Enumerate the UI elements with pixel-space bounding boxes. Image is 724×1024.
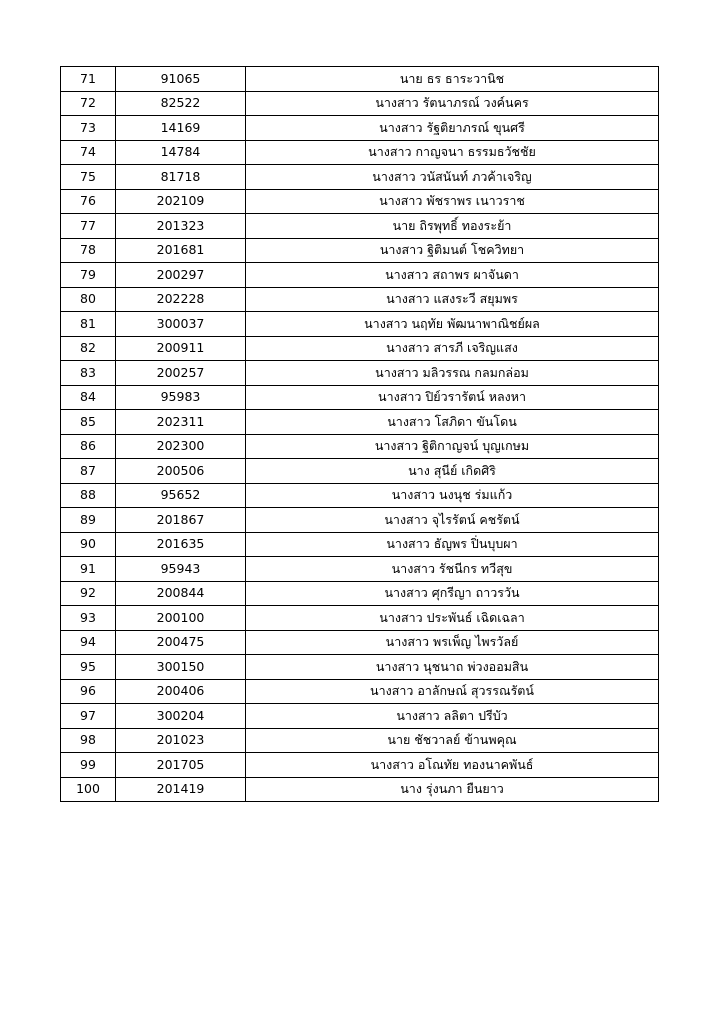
row-number: 90 [61,532,116,557]
row-id: 201635 [116,532,246,557]
row-number: 79 [61,263,116,288]
row-id: 200406 [116,679,246,704]
row-number: 100 [61,777,116,802]
row-id: 202109 [116,189,246,214]
row-name: นางสาว ฐิติกาญจน์ บุญเกษม [246,434,659,459]
row-name: นางสาว รัชนีกร ทวีสุข [246,557,659,582]
row-number: 73 [61,116,116,141]
row-number: 95 [61,655,116,680]
table-row [61,777,659,802]
table-row [61,753,659,778]
row-number: 96 [61,679,116,704]
table-row [61,679,659,704]
row-name: นางสาว ศุกรีญา ถาวรวัน [246,581,659,606]
table-row [61,336,659,361]
roster-body [61,67,659,802]
row-name: นางสาว ประพันธ์ เฉิดเฉลา [246,606,659,631]
table-row [61,263,659,288]
table-row [61,116,659,141]
table-row [61,459,659,484]
row-number: 91 [61,557,116,582]
row-number: 97 [61,704,116,729]
row-id: 200297 [116,263,246,288]
row-number: 84 [61,385,116,410]
table-row [61,483,659,508]
row-id: 95943 [116,557,246,582]
row-id: 201023 [116,728,246,753]
row-name: นางสาว อาลักษณ์ สุวรรณรัตน์ [246,679,659,704]
row-id: 200844 [116,581,246,606]
table-row [61,630,659,655]
row-number: 76 [61,189,116,214]
table-row [61,581,659,606]
row-name: นางสาว กาญจนา ธรรมธวัชชัย [246,140,659,165]
row-name: นางสาว นฤทัย พัฒนาพาณิชย์ผล [246,312,659,337]
row-name: นางสาว รัฐติยาภรณ์ ขุนศรี [246,116,659,141]
row-id: 95983 [116,385,246,410]
row-name: นางสาว ลลิตา ปรีบัว [246,704,659,729]
row-id: 300150 [116,655,246,680]
row-number: 75 [61,165,116,190]
row-id: 201419 [116,777,246,802]
row-name: นางสาว นุชนาถ พ่วงออมสิน [246,655,659,680]
table-row [61,238,659,263]
row-name: นางสาว มลิวรรณ กลมกล่อม [246,361,659,386]
row-name: นางสาว นงนุช ร่มแก้ว [246,483,659,508]
row-id: 201323 [116,214,246,239]
row-name: นางสาว พัชราพร เนาวราช [246,189,659,214]
table-row [61,655,659,680]
row-id: 200475 [116,630,246,655]
row-number: 86 [61,434,116,459]
row-name: นางสาว รัตนาภรณ์ วงค์นคร [246,91,659,116]
row-number: 78 [61,238,116,263]
row-id: 81718 [116,165,246,190]
row-name: นาย ชัชวาลย์ ข้านพคุณ [246,728,659,753]
row-name: นางสาว สารภี เจริญแสง [246,336,659,361]
row-number: 93 [61,606,116,631]
row-id: 202300 [116,434,246,459]
table-row [61,361,659,386]
row-name: นางสาว ธัญพร ปิ่นบุบผา [246,532,659,557]
row-id: 200506 [116,459,246,484]
table-row [61,287,659,312]
row-number: 88 [61,483,116,508]
row-name: นางสาว โสภิดา ขันโดน [246,410,659,435]
row-number: 85 [61,410,116,435]
roster-table [60,66,659,802]
table-row [61,704,659,729]
row-number: 72 [61,91,116,116]
row-number: 82 [61,336,116,361]
row-number: 99 [61,753,116,778]
table-row [61,140,659,165]
row-id: 82522 [116,91,246,116]
table-row [61,728,659,753]
row-number: 77 [61,214,116,239]
row-number: 83 [61,361,116,386]
row-number: 92 [61,581,116,606]
row-name: นางสาว สถาพร ผาจันดา [246,263,659,288]
row-number: 81 [61,312,116,337]
row-id: 200911 [116,336,246,361]
row-id: 201867 [116,508,246,533]
row-id: 201681 [116,238,246,263]
table-row [61,557,659,582]
row-id: 202228 [116,287,246,312]
row-id: 202311 [116,410,246,435]
row-name: นางสาว พรเพ็ญ ไพรวัลย์ [246,630,659,655]
row-number: 98 [61,728,116,753]
row-number: 89 [61,508,116,533]
table-row [61,508,659,533]
row-number: 87 [61,459,116,484]
row-name: นาย ธร ธาระวานิช [246,67,659,92]
table-row [61,385,659,410]
row-number: 74 [61,140,116,165]
row-id: 95652 [116,483,246,508]
row-id: 201705 [116,753,246,778]
row-id: 200100 [116,606,246,631]
row-number: 71 [61,67,116,92]
row-name: นาย ถิรพุทธิ์ ทองระย้า [246,214,659,239]
table-row [61,214,659,239]
table-row [61,312,659,337]
row-number: 94 [61,630,116,655]
table-row [61,434,659,459]
table-row [61,91,659,116]
row-name: นางสาว ฐิติมนต์ โชควิทยา [246,238,659,263]
row-id: 91065 [116,67,246,92]
row-name: นาง สุนีย์ เกิดศิริ [246,459,659,484]
row-name: นางสาว จุไรรัตน์ คชรัตน์ [246,508,659,533]
table-row [61,189,659,214]
table-row [61,67,659,92]
row-name: นางสาว อโณทัย ทองนาคพันธ์ [246,753,659,778]
row-number: 80 [61,287,116,312]
table-row [61,606,659,631]
row-id: 14169 [116,116,246,141]
table-row [61,532,659,557]
row-name: นางสาว วนัสนันท์ ภวค้าเจริญ [246,165,659,190]
row-id: 200257 [116,361,246,386]
row-name: นางสาว แสงระวี สยุมพร [246,287,659,312]
row-name: นางสาว ปิย์วรารัตน์ หลงหา [246,385,659,410]
table-row [61,410,659,435]
row-id: 300037 [116,312,246,337]
table-row [61,165,659,190]
row-id: 14784 [116,140,246,165]
row-name: นาง รุ่งนภา ยืนยาว [246,777,659,802]
row-id: 300204 [116,704,246,729]
